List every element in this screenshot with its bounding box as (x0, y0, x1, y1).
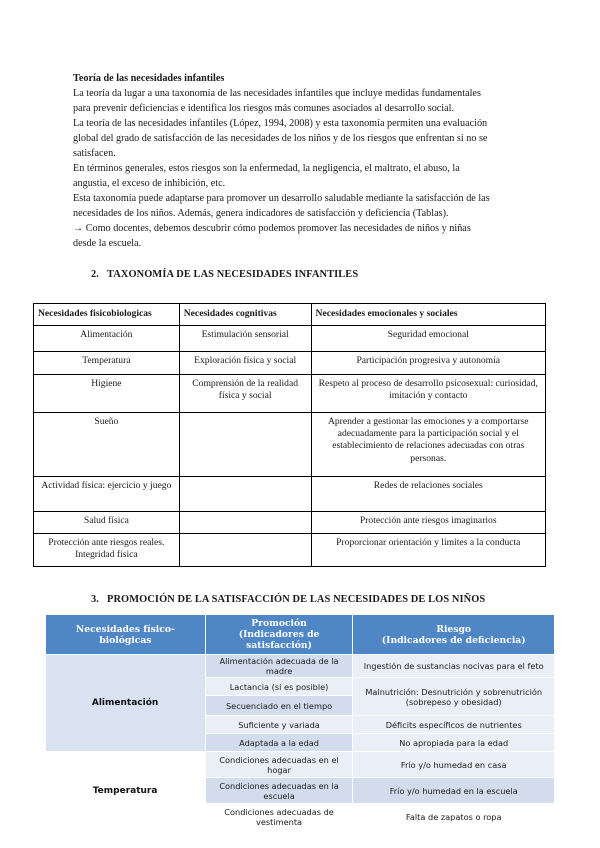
table-header (353, 615, 555, 655)
table-cell: Higiene (34, 375, 180, 413)
promotion-cell: Lactancia (si es posible) (205, 678, 353, 696)
intro-line: angustia, el exceso de inhibición, etc. (73, 178, 226, 189)
table-cell: Alimentación (34, 326, 180, 352)
promotion-cell: Condiciones adecuadas en el hogar (205, 752, 353, 778)
risk-cell: Déficits específicos de nutrientes (353, 716, 555, 734)
intro-section (73, 71, 533, 251)
table-cell: Seguridad emocional (311, 326, 545, 352)
section-3-title (91, 594, 485, 605)
intro-line: En términos generales, estos riesgos son la enfermedad, la negligencia, el maltrato, el abuso, la (73, 163, 460, 174)
promotion-cell: Secuenciado en el tiempo (205, 696, 353, 716)
table-cell (179, 512, 311, 534)
table-row (46, 752, 555, 778)
table-cell: Actividad física: ejercicio y juego (34, 477, 180, 512)
table-cell: Salud física (34, 512, 180, 534)
table-header (46, 615, 206, 655)
table-row (34, 352, 546, 375)
promotion-cell: Suficiente y variada (205, 716, 353, 734)
risk-cell: No apropiada para la edad (353, 734, 555, 752)
table-header: Necesidades cognitivas (179, 304, 311, 326)
intro-line: desde la escuela. (73, 238, 142, 249)
table-header: Necesidades fisicobiologicas (34, 304, 180, 326)
table-header-row (46, 615, 555, 655)
table-cell (179, 413, 311, 477)
table-header-row (34, 304, 546, 326)
risk-cell: Ingestión de sustancias nocivas para el feto (353, 655, 555, 678)
section-title-text: TAXONOMÍA DE LAS NECESIDADES INFANTILES (107, 269, 359, 280)
intro-line: para prevenir deficiencias e identifica los riesgos más comunes asociados al desarrollo social. (73, 103, 455, 114)
table-header: Necesidades emocionales y sociales (311, 304, 545, 326)
intro-line: → Como docentes, debemos descubrir cómo podemos promover las necesidades de niños y niñas (73, 223, 471, 234)
table-cell (179, 534, 311, 567)
intro-line: global del grado de satisfacción de las necesidades de los niños y de los riesgos que enfrentan si no se (73, 133, 488, 144)
table-cell (179, 477, 311, 512)
table-row (46, 655, 555, 678)
intro-line: Esta taxonomía puede adaptarse para promover un desarrollo saludable mediante la satisfacción de las (73, 193, 490, 204)
table-cell: Exploración física y social (179, 352, 311, 375)
table-row (34, 413, 546, 477)
table-cell: Protección ante riesgos reales. Integridad física (34, 534, 180, 567)
intro-line: necesidades de los niños. Además, genera indicadores de satisfacción y deficiencia (Tablas). (73, 208, 449, 219)
table-cell: Comprensión de la realidad física y social (179, 375, 311, 413)
category-cell: Alimentación (46, 655, 206, 752)
header-line: (Indicadores de satisfacción) (238, 629, 320, 651)
table-cell: Aprender a gestionar las emociones y a comportarse adecuadamente para la participación social y el establecimiento de relaciones adecuadas con otras personas. (311, 413, 545, 477)
table-cell: Estimulación sensorial (179, 326, 311, 352)
intro-line: La teoría da lugar a una taxonomía de las necesidades infantiles que incluye medidas fundamentales (73, 88, 481, 99)
promotion-table (45, 614, 555, 830)
header-line: Promoción (251, 618, 307, 629)
table-row (34, 534, 546, 567)
section-number: 3. (91, 594, 99, 605)
category-cell: Temperatura (46, 752, 206, 830)
table-cell: Respeto al proceso de desarrollo psicosexual: curiosidad, imitación y contacto (311, 375, 545, 413)
promotion-cell: Condiciones adecuadas de vestimenta (205, 804, 353, 830)
table-row (34, 375, 546, 413)
taxonomy-table (33, 303, 546, 567)
table-header (205, 615, 353, 655)
risk-cell: Falta de zapatos o ropa (353, 804, 555, 830)
intro-line: satisfacen. (73, 148, 116, 159)
table-cell: Protección ante riesgos imaginarios (311, 512, 545, 534)
header-line: Necesidades físico- (75, 623, 175, 635)
section-title-text: PROMOCIÓN DE LA SATISFACCIÓN DE LAS NECESIDADES DE LOS NIÑOS (107, 594, 486, 605)
promotion-cell: Alimentación adecuada de la madre (205, 655, 353, 678)
table-cell: Temperatura (34, 352, 180, 375)
intro-heading: Teoría de las necesidades infantiles (73, 73, 225, 84)
promotion-cell: Adaptada a la edad (205, 734, 353, 752)
table-cell: Proporcionar orientación y límites a la conducta (311, 534, 545, 567)
table-row (34, 326, 546, 352)
promotion-cell: Condiciones adecuadas en la escuela (205, 778, 353, 804)
table-cell: Sueño (34, 413, 180, 477)
header-line: biológicas (99, 634, 152, 646)
section-2-title (91, 269, 358, 280)
header-line: (Indicadores de deficiencia) (381, 634, 526, 646)
risk-cell: Malnutrición: Desnutrición y sobrenutrición (sobrepeso y obesidad) (353, 678, 555, 716)
risk-cell: Frío y/o humedad en casa (353, 752, 555, 778)
table-row (34, 477, 546, 512)
header-line: Riesgo (436, 623, 472, 635)
section-number: 2. (91, 269, 99, 280)
risk-cell: Frío y/o humedad en la escuela (353, 778, 555, 804)
table-cell: Participación progresiva y autonomía (311, 352, 545, 375)
intro-line: La teoría de las necesidades infantiles (López, 1994, 2008) y esta taxonomía permiten una evaluación (73, 118, 488, 129)
table-row (34, 512, 546, 534)
table-cell: Redes de relaciones sociales (311, 477, 545, 512)
